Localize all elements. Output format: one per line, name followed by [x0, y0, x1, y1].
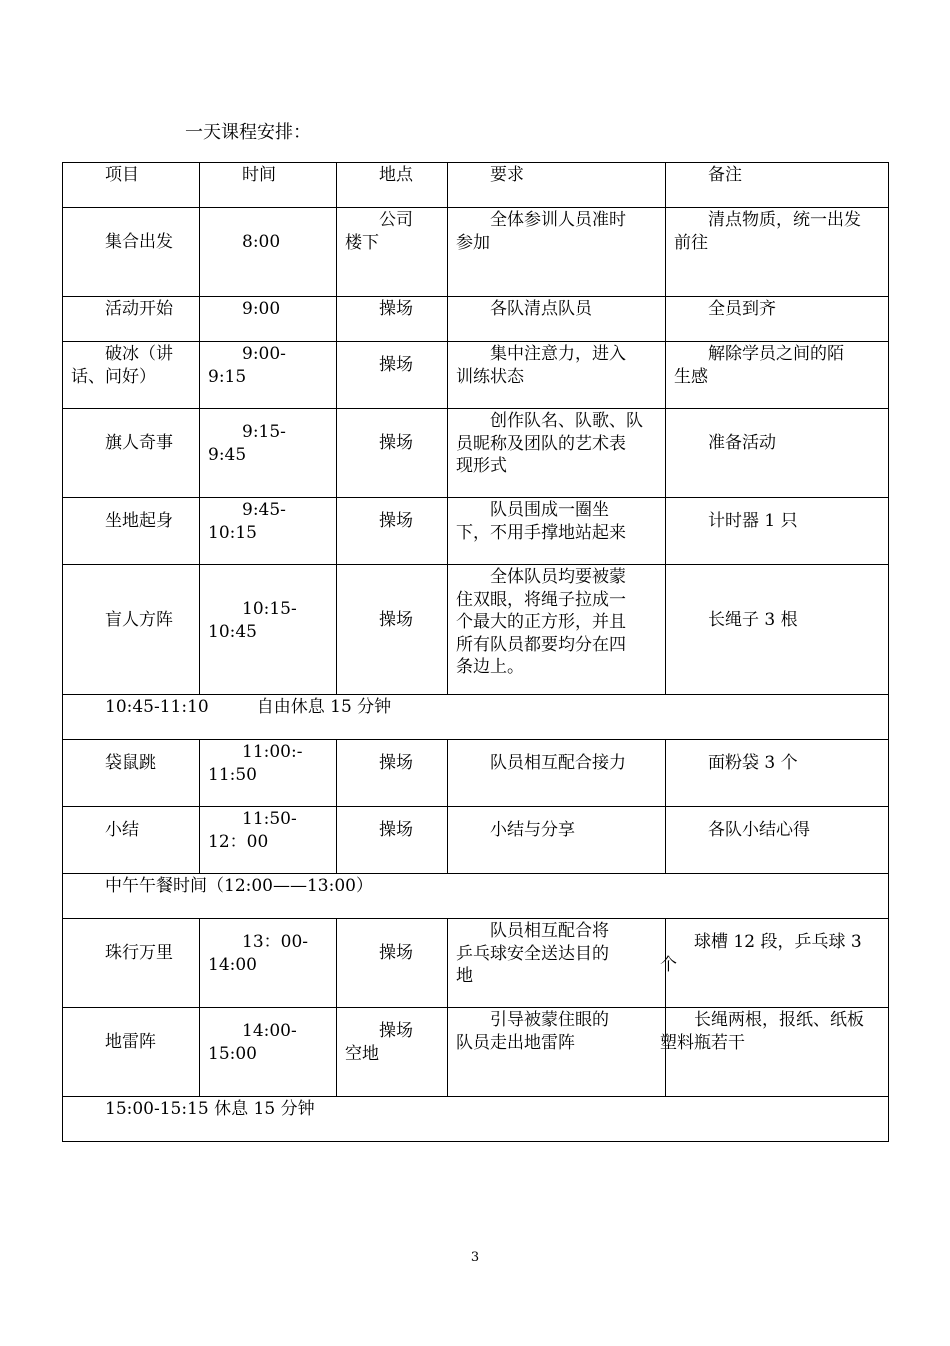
req-cell [448, 807, 666, 874]
header-cell [448, 163, 666, 208]
time-cell [200, 409, 337, 498]
header-cell [200, 163, 337, 208]
req-text: 队员走出地雷阵 [456, 1032, 575, 1053]
note-text: 塑料瓶若干 [660, 1032, 745, 1053]
req-cell [448, 1008, 666, 1097]
req-text: 参加 [456, 232, 490, 253]
place-text: 操场 [379, 511, 413, 531]
table-row [63, 919, 889, 1008]
req-text: 全体参训人员准时 [490, 210, 626, 230]
time-cell [200, 342, 337, 409]
place-cell [337, 498, 448, 565]
place-text: 操场 [379, 355, 413, 375]
time-cell [200, 919, 337, 1008]
item-cell [63, 409, 200, 498]
req-text: 地 [456, 966, 473, 986]
header-cell [666, 163, 889, 208]
req-cell [448, 409, 666, 498]
time-text: 9:45- [242, 500, 286, 520]
break-text: 中午午餐时间（12:00——13:00） [105, 876, 373, 896]
place-cell [337, 740, 448, 807]
time-text: 11:00:- [242, 742, 303, 762]
note-text: 面粉袋 3 个 [708, 753, 798, 773]
note-text: 各队小结心得 [708, 820, 810, 840]
note-text: 前往 [674, 232, 708, 253]
place-cell [337, 409, 448, 498]
req-cell [448, 342, 666, 409]
time-text: 10:45 [208, 621, 257, 642]
time-text: 9:15- [242, 422, 286, 442]
req-text: 训练状态 [456, 366, 524, 387]
item-text: 旗人奇事 [105, 433, 173, 453]
item-text: 珠行万里 [105, 943, 173, 963]
table-header-row [63, 163, 889, 208]
place-text: 楼下 [345, 232, 379, 253]
note-text: 全员到齐 [708, 299, 776, 319]
req-cell [448, 498, 666, 565]
req-cell [448, 297, 666, 342]
place-text: 操场 [379, 753, 413, 773]
table-row [63, 342, 889, 409]
place-text: 操场 [379, 433, 413, 453]
place-text: 公司 [379, 210, 413, 230]
note-text: 计时器 1 只 [708, 511, 798, 531]
page-title: 一天课程安排： [185, 122, 311, 143]
time-cell [200, 565, 337, 695]
header-note: 备注 [708, 165, 742, 185]
table-row [63, 807, 889, 874]
req-cell [448, 919, 666, 1008]
req-text: 所有队员都要均分在四 [456, 634, 626, 655]
time-text: 9:00- [242, 344, 286, 364]
break-row [63, 1097, 889, 1142]
break-cell [63, 1097, 889, 1142]
place-text: 操场 [379, 610, 413, 630]
req-text: 全体队员均要被蒙 [490, 567, 626, 587]
note-text: 长绳子 3 根 [708, 610, 798, 630]
note-cell [666, 208, 889, 297]
req-text: 队员围成一圈坐 [490, 500, 609, 520]
break-text: 自由休息 15 分钟 [256, 697, 392, 717]
item-cell [63, 919, 200, 1008]
time-cell [200, 740, 337, 807]
item-cell [63, 1008, 200, 1097]
item-text: 袋鼠跳 [105, 753, 156, 773]
time-text: 9:45 [208, 444, 247, 465]
break-cell [63, 874, 889, 919]
place-cell [337, 807, 448, 874]
item-text: 破冰（讲 [105, 344, 173, 364]
break-row [63, 695, 889, 740]
item-cell [63, 807, 200, 874]
item-cell [63, 740, 200, 807]
break-text: 15:00-15:15 休息 15 分钟 [105, 1099, 315, 1119]
item-text: 坐地起身 [105, 511, 173, 531]
note-cell [666, 807, 889, 874]
note-text: 解除学员之间的陌 [708, 344, 844, 364]
place-text: 操场 [379, 299, 413, 319]
req-text: 乒乓球安全送达目的 [456, 943, 609, 964]
time-text: 9:15 [208, 366, 247, 387]
time-text: 14:00 [208, 954, 257, 975]
time-cell [200, 807, 337, 874]
note-cell [660, 919, 889, 1008]
time-text: 15:00 [208, 1043, 257, 1064]
place-cell [337, 565, 448, 695]
break-time: 10:45-11:10 [105, 697, 209, 717]
place-text: 操场 [379, 820, 413, 840]
schedule-table [62, 162, 889, 1142]
header-item: 项目 [105, 165, 139, 185]
note-text: 生感 [674, 366, 708, 387]
req-cell [448, 740, 666, 807]
req-text: 条边上。 [456, 657, 524, 677]
time-cell [200, 1008, 337, 1097]
item-cell [63, 342, 200, 409]
header-time: 时间 [242, 165, 276, 185]
place-text: 操场 [379, 943, 413, 963]
header-cell [337, 163, 448, 208]
item-text: 活动开始 [105, 299, 173, 319]
place-cell [337, 919, 448, 1008]
item-text: 话、问好） [71, 366, 156, 387]
place-cell [337, 297, 448, 342]
time-text: 12：00 [208, 831, 269, 852]
break-row [63, 874, 889, 919]
req-text: 队员相互配合接力 [490, 753, 626, 773]
note-cell [666, 740, 889, 807]
req-text: 住双眼，将绳子拉成一 [456, 589, 626, 610]
note-cell [666, 342, 889, 409]
req-cell [448, 208, 666, 297]
note-text: 准备活动 [708, 433, 776, 453]
req-text: 创作队名、队歌、队 [490, 411, 643, 431]
table-row [63, 409, 889, 498]
note-text: 长绳两根，报纸、纸板 [694, 1010, 864, 1030]
table-row [63, 740, 889, 807]
note-text: 球槽 12 段，乒乓球 3 [694, 932, 862, 952]
table-row [63, 297, 889, 342]
time-text: 9:00 [242, 299, 281, 319]
time-text: 11:50 [208, 764, 257, 785]
req-text: 个最大的正方形，并且 [456, 612, 626, 632]
place-text: 空地 [345, 1043, 379, 1064]
note-cell [666, 297, 889, 342]
item-text: 小结 [105, 820, 139, 840]
item-cell [63, 498, 200, 565]
note-cell [660, 1008, 889, 1097]
time-text: 10:15 [208, 522, 257, 543]
table-row [63, 565, 889, 695]
time-cell [200, 208, 337, 297]
place-cell [337, 1008, 448, 1097]
note-cell [666, 498, 889, 565]
note-cell [666, 565, 889, 695]
place-cell [337, 342, 448, 409]
req-text: 队员相互配合将 [490, 921, 609, 941]
time-text: 8:00 [242, 232, 281, 252]
req-text: 集中注意力，进入 [490, 344, 626, 364]
req-text: 员昵称及团队的艺术表 [456, 433, 626, 454]
time-text: 14:00- [242, 1021, 297, 1041]
note-cell [666, 409, 889, 498]
page-number: 3 [470, 1250, 480, 1265]
note-text: 个 [660, 954, 677, 975]
item-cell [63, 208, 200, 297]
header-req: 要求 [490, 165, 524, 185]
break-cell [63, 695, 889, 740]
item-cell [63, 297, 200, 342]
header-place: 地点 [379, 165, 413, 185]
place-cell [337, 208, 448, 297]
req-text: 下，不用手撑地站起来 [456, 522, 626, 543]
req-text: 引导被蒙住眼的 [490, 1010, 609, 1030]
table-row [63, 1008, 889, 1097]
item-text: 地雷阵 [105, 1032, 156, 1052]
time-cell [200, 297, 337, 342]
req-text: 小结与分享 [490, 820, 575, 840]
time-cell [200, 498, 337, 565]
time-text: 13：00- [242, 932, 309, 952]
place-text: 操场 [379, 1021, 413, 1041]
req-cell [448, 565, 666, 695]
item-cell [63, 565, 200, 695]
req-text: 现形式 [456, 456, 507, 476]
item-text: 集合出发 [105, 232, 173, 252]
header-cell [63, 163, 200, 208]
req-text: 各队清点队员 [490, 299, 592, 319]
time-text: 10:15- [242, 599, 297, 619]
table-row [63, 208, 889, 297]
item-text: 盲人方阵 [105, 610, 173, 630]
table-row [63, 498, 889, 565]
note-text: 清点物质，统一出发 [708, 210, 861, 230]
time-text: 11:50- [242, 809, 297, 829]
